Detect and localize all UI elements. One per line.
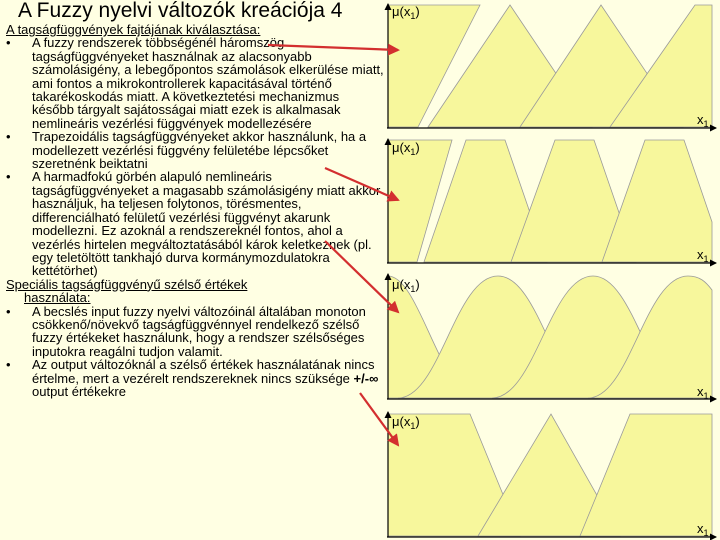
bullet-triangle-text: A fuzzy rendszerek többségénél háromszög tagságfüggvényeket használnak az alacsonyabb számolásigény, a lebegőpontos számolások elkerülése miatt, ami fontos a mikrokontrollerek kapacitásával történő takarékoskodás miatt. A következtetési mechanizmus később tárgyalt sajátosságai miatt ezek is alkalmasak nemlineáris vezérlési függvények modellezésére: [32, 35, 384, 131]
plot-smooth: [387, 274, 716, 401]
y-axis-label: $\mu(x_1)$: [392, 414, 420, 431]
x-axis-label: $x_1$: [697, 384, 709, 401]
x-axis-label: $x_1$: [697, 247, 709, 264]
plot-trapezoid: [387, 139, 716, 264]
x-axis-label: $x_1$: [697, 521, 709, 538]
slide-title: A Fuzzy nyelvi változók kreációja 4: [18, 0, 343, 22]
trapezoid-mf-4: [602, 140, 712, 262]
shoulder-mf-right: [580, 414, 712, 536]
y-axis-label: $\mu(x_1)$: [392, 277, 420, 294]
plot-triangle: [387, 4, 716, 129]
bullet-dot: •: [6, 35, 11, 51]
section2-heading-line2: használata:: [24, 290, 91, 306]
bullet-dot: •: [6, 129, 11, 145]
bullet-trapezoid-text: Trapezoidális tagságfüggvényeket akkor használunk, ha a modellezett vezérlési függvény felületébe lépcsőket szeretnénk beiktatni: [32, 129, 367, 172]
arrow-to-smooth-plot: [325, 241, 398, 312]
bullet-output-extremes-text: Az output változóknál a szélső értékek használatának nincs értelme, mert a vezérelt rendszereknek nincs szüksége: [32, 357, 375, 386]
bullet-cubic-text: A harmadfokú görbén alapuló nemlineáris tagságfüggvényeket a magasabb számolásigény miatt akkor használjuk, ha teljesen folytonos, törésmentes, differenciálható felületű vezérlési függvényt akarunk modellezni. Ez azoknál a rendszereknél fontos, ahol a vezérlés hirtelen megváltoztatásából károk keletkeznek (pl. egy teletöltött tankhajó durva kormánymozdulatokra kettétörhet): [32, 169, 381, 279]
bullet-dot: •: [6, 169, 11, 185]
section2-heading-line1: Speciális tagságfüggvényű szélső értékek: [6, 276, 248, 292]
bullet-input-extremes-text: A becslés input fuzzy nyelvi változóinál általában monoton csökkenő/növekvő tagságfüggvénnyel rendelkező szélső fuzzy értékeket használunk, hogy a rendszer szélsőséges inputokra reagálni tudjon valamit.: [32, 303, 366, 359]
infinity-text: +/-∞: [353, 370, 379, 386]
bullet-dot: •: [6, 357, 11, 373]
bullet-output-tail: output értékekre: [32, 383, 126, 399]
bullet-dot: •: [6, 303, 11, 319]
arrow-to-triangle-plot: [268, 45, 398, 50]
x-axis-label: $x_1$: [697, 112, 709, 129]
y-axis-label: $\mu(x_1)$: [392, 140, 420, 157]
y-axis-label: $\mu(x_1)$: [392, 4, 420, 21]
plot-shoulder: [387, 412, 716, 538]
section1-heading: A tagságfüggvények fajtájának kiválasztása:: [6, 22, 261, 37]
arrow-to-trapezoid-plot: [325, 168, 398, 200]
